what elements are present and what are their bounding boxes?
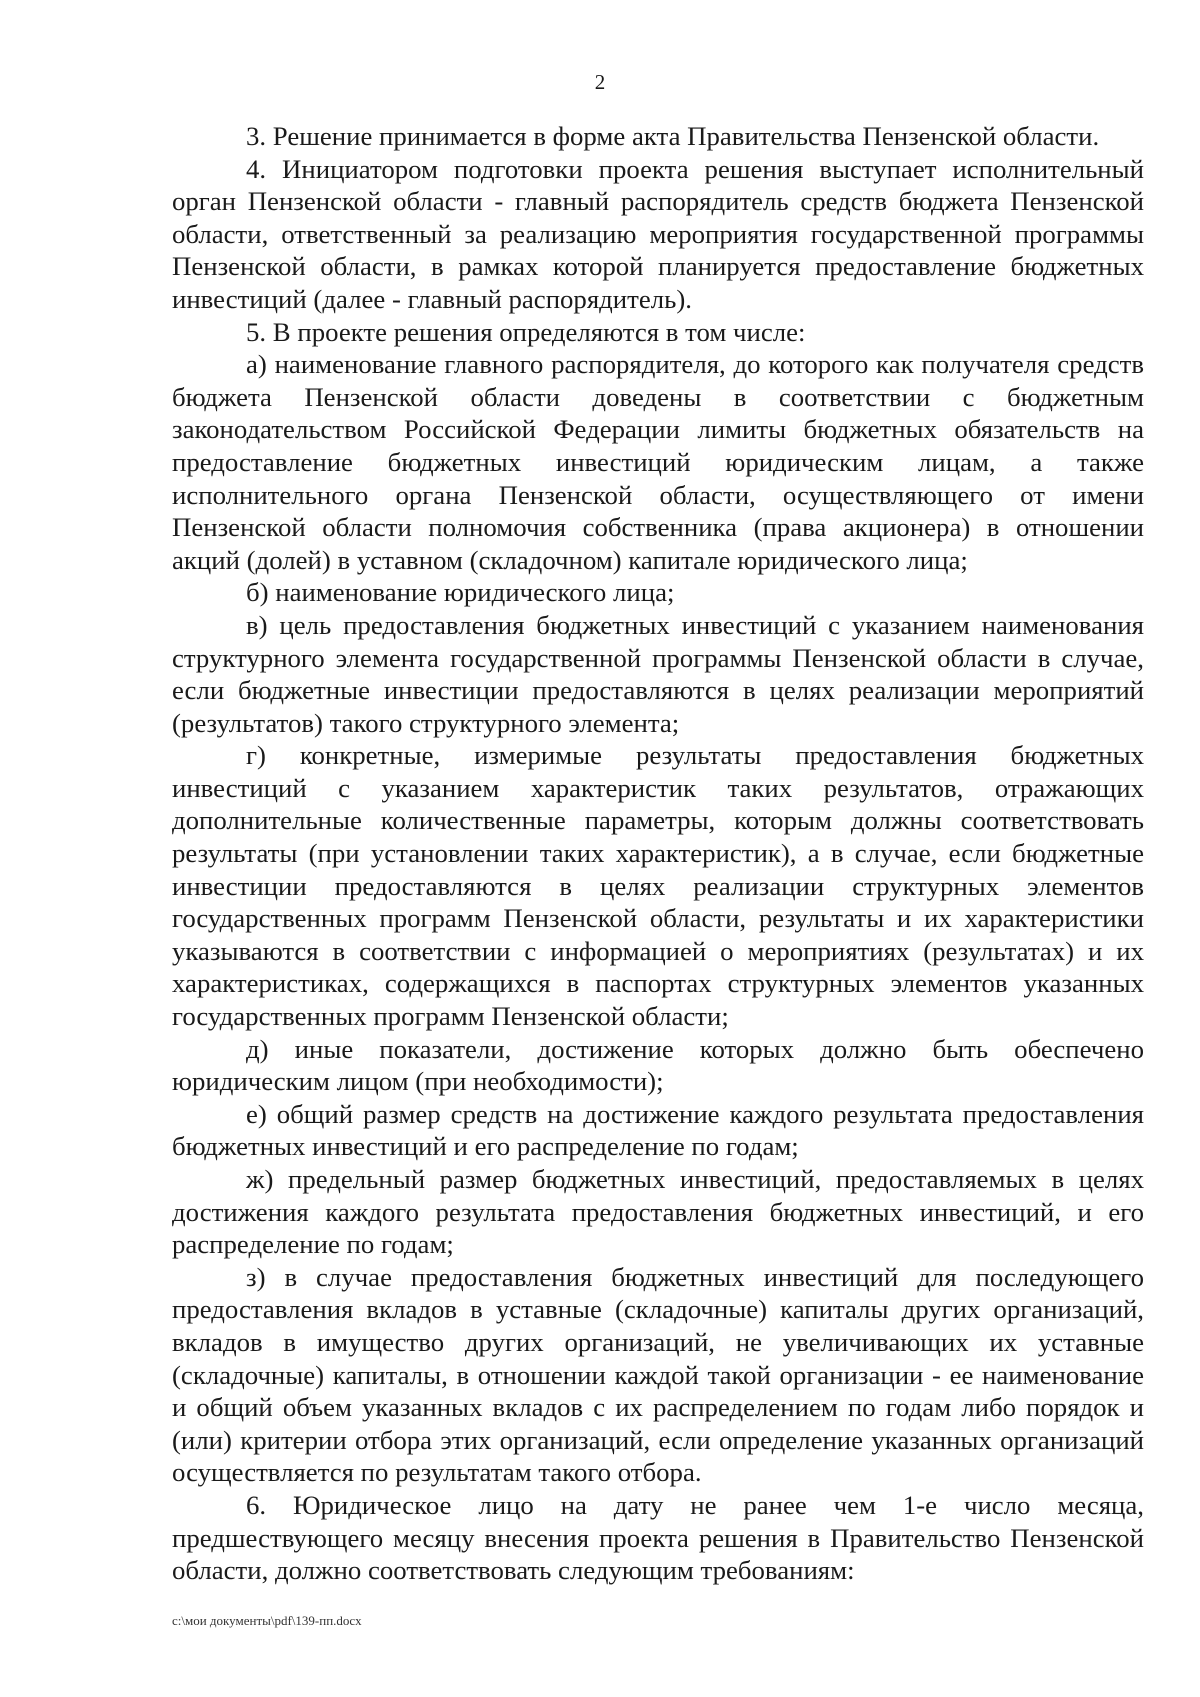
paragraph-5g: г) конкретные, измеримые результаты предоставления бюджетных инвестиций с указанием характеристик таких результатов, отражающих дополнительные количественные параметры, которым должны соответствовать результаты (при установлении таких характеристик), а в случае, если бюджетные инвестиции предоставляются в целях реализации структурных элементов государственных программ Пензенской области, результаты и их характеристики указываются в соответствии с информацией о мероприятиях (результатах) и их характеристиках, содержащихся в паспортах структурных элементов указанных государственных программ Пензенской области;: [172, 740, 1144, 1032]
paragraph-5e: е) общий размер средств на достижение каждого результата предоставления бюджетных инвестиций и его распределение по годам;: [172, 1098, 1144, 1162]
paragraph-4: 4. Инициатором подготовки проекта решения выступает исполнительный орган Пензенской области - главный распорядитель средств бюджета Пензенской области, ответственный за реализацию мероприятия государственной программы Пензенской области, в рамках которой планируется предоставление бюджетных инвестиций (далее - главный распорядитель).: [172, 153, 1144, 314]
page-number: 2: [594, 70, 606, 94]
paragraph-5zh: ж) предельный размер бюджетных инвестиций, предоставляемых в целях достижения каждого результата предоставления бюджетных инвестиций, и его распределение по годам;: [172, 1164, 1144, 1260]
paragraph-5: 5. В проекте решения определяются в том числе:: [246, 316, 806, 347]
document-body: [172, 120, 1144, 1587]
file-path-footer: c:\мои документы\pdf\139-пп.docx: [172, 1613, 362, 1628]
paragraph-3: 3. Решение принимается в форме акта Правительства Пензенской области.: [246, 121, 1100, 151]
paragraph-5a: а) наименование главного распорядителя, до которого как получателя средств бюджета Пензенской области доведены в соответствии с бюджетным законодательством Российской Федерации лимиты бюджетных обязательств на предоставление бюджетных инвестиций юридическим лицам, а также исполнительного органа Пензенской области, осуществляющего от имени Пензенской области полномочия собственника (права акционера) в отношении акций (долей) в уставном (складочном) капитале юридического лица;: [172, 349, 1144, 575]
paragraph-5d: д) иные показатели, достижение которых должно быть обеспечено юридическим лицом (при необходимости);: [172, 1033, 1144, 1097]
paragraph-5z: з) в случае предоставления бюджетных инвестиций для последующего предоставления вкладов в уставные (складочные) капиталы других организаций, вкладов в имущество других организаций, не увеличивающих их уставные (складочные) капиталы, в отношении каждой такой организации - ее наименование и общий объем указанных вкладов с их распределением по годам либо порядок и (или) критерии отбора этих организаций, если определение указанных организаций осуществляется по результатам такого отбора.: [172, 1261, 1144, 1488]
paragraph-5b: б) наименование юридического лица;: [246, 577, 675, 608]
paragraph-6: 6. Юридическое лицо на дату не ранее чем 1-е число месяца, предшествующего месяцу внесения проекта решения в Правительство Пензенской области, должно соответствовать следующим требованиям:: [172, 1489, 1144, 1586]
paragraph-5v: в) цель предоставления бюджетных инвестиций с указанием наименования структурного элемента государственной программы Пензенской области в случае, если бюджетные инвестиции предоставляются в целях реализации мероприятий (результатов) такого структурного элемента;: [172, 609, 1144, 738]
